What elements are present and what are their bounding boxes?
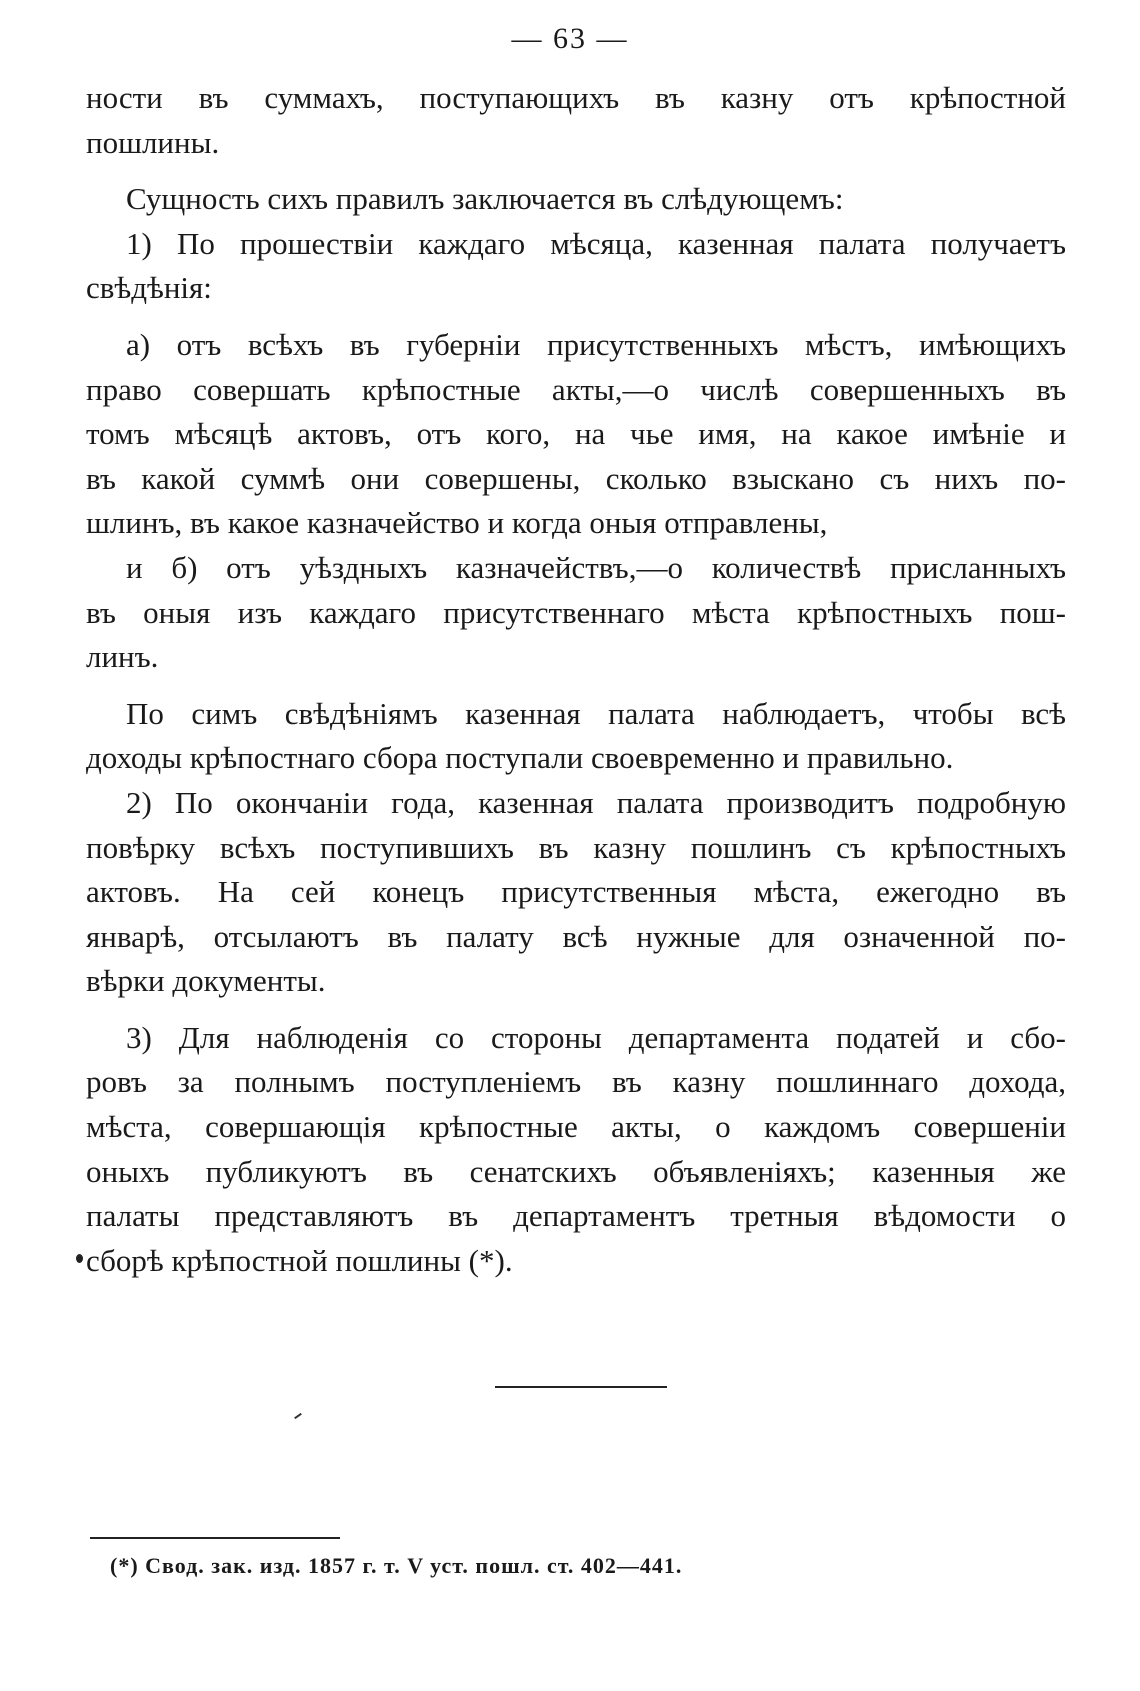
text-line: линъ. bbox=[86, 639, 159, 675]
text-line: пошлины. bbox=[86, 124, 220, 160]
body-text bbox=[86, 76, 1066, 1283]
text-line: ровъ за полнымъ поступленіемъ въ казну пошлиннаго дохода, bbox=[86, 1064, 1066, 1100]
text-line: повѣрку всѣхъ поступившихъ въ казну пошлинъ съ крѣпостныхъ bbox=[86, 829, 1066, 865]
text-line: томъ мѣсяцѣ актовъ, отъ кого, на чье имя, на какое имѣніе и bbox=[86, 416, 1066, 452]
ink-speck bbox=[76, 1254, 83, 1263]
ink-mark bbox=[294, 1413, 302, 1419]
text-line: и б) отъ уѣздныхъ казначействъ,—о количествѣ присланныхъ bbox=[126, 549, 1066, 585]
text-line: доходы крѣпостнаго сбора поступали своевременно и правильно. bbox=[86, 740, 954, 776]
text-line: оныхъ публикуютъ въ сенатскихъ объявленіяхъ; казенныя же bbox=[86, 1153, 1066, 1189]
text-line: въ оныя изъ каждаго присутственнаго мѣста крѣпостныхъ пош- bbox=[86, 594, 1066, 630]
text-line: палаты представляютъ въ департаментъ третныя вѣдомости о bbox=[86, 1198, 1066, 1234]
text-line: мѣста, совершающія крѣпостные акты, о каждомъ совершеніи bbox=[86, 1109, 1066, 1145]
text-line: свѣдѣнія: bbox=[86, 270, 212, 306]
page-number: — 63 — bbox=[511, 22, 629, 55]
text-line: актовъ. На сей конецъ присутственныя мѣста, ежегодно въ bbox=[86, 874, 1066, 910]
text-line: Сущность сихъ правилъ заключается въ слѣдующемъ: bbox=[126, 181, 844, 217]
text-line: ности въ суммахъ, поступающихъ въ казну отъ крѣпостной bbox=[86, 80, 1066, 115]
text-line: въ какой суммѣ они совершены, сколько взыскано съ нихъ по- bbox=[86, 460, 1066, 496]
text-line: а) отъ всѣхъ въ губерніи присутственныхъ мѣстъ, имѣющихъ bbox=[126, 326, 1066, 362]
text-line: 1) По прошествіи каждаго мѣсяца, казенная палата получаетъ bbox=[126, 225, 1066, 261]
text-line: январѣ, отсылаютъ въ палату всѣ нужные для означенной по- bbox=[86, 918, 1066, 954]
text-line: шлинъ, въ какое казначейство и когда оныя отправлены, bbox=[86, 505, 828, 541]
text-line: 2) По окончаніи года, казенная палата производитъ подробную bbox=[126, 784, 1066, 820]
text-line: сборѣ крѣпостной пошлины (*). bbox=[86, 1242, 513, 1278]
footnote: (*) Свод. зак. изд. 1857 г. т. V уст. пошл. ст. 402—441. bbox=[110, 1553, 683, 1578]
text-line: вѣрки документы. bbox=[86, 963, 326, 999]
footnote-rule bbox=[90, 1537, 340, 1539]
text-line: По симъ свѣдѣніямъ казенная палата наблюдаетъ, чтобы всѣ bbox=[126, 695, 1066, 731]
text-line: 3) Для наблюденія со стороны департамента податей и сбо- bbox=[126, 1019, 1066, 1055]
text-line: право совершать крѣпостные акты,—о числѣ совершенныхъ въ bbox=[86, 371, 1066, 407]
section-end-rule bbox=[495, 1386, 667, 1388]
